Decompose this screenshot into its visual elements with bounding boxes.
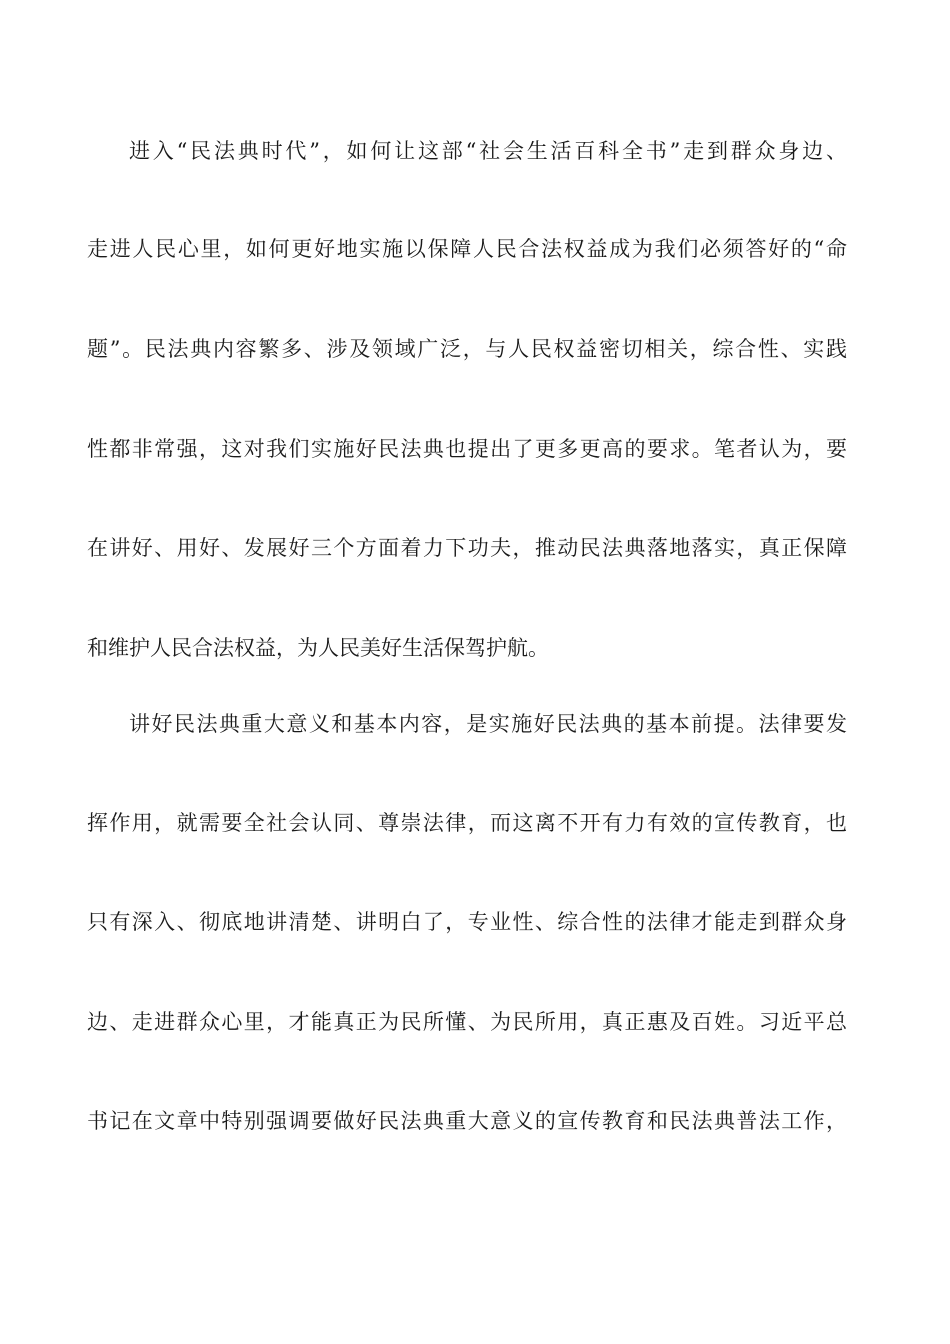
paragraph-line: 性都非常强，这对我们实施好民法典也提出了更多更高的要求。笔者认为，要: [87, 437, 847, 461]
paragraph-line: 只有深入、彻底地讲清楚、讲明白了，专业性、综合性的法律才能走到群众身: [87, 910, 847, 934]
paragraph-line: 和维护人民合法权益，为人民美好生活保驾护航。: [87, 636, 549, 660]
paragraph-line: 进入“民法典时代”，如何让这部“社会生活百科全书”走到群众身边、: [129, 139, 847, 163]
paragraph-line: 书记在文章中特别强调要做好民法典重大意义的宣传教育和民法典普法工作，: [87, 1109, 847, 1133]
paragraph-line: 挥作用，就需要全社会认同、尊崇法律，而这离不开有力有效的宣传教育，也: [87, 811, 847, 835]
paragraph-line: 讲好民法典重大意义和基本内容，是实施好民法典的基本前提。法律要发: [129, 712, 847, 736]
paragraph-line: 边、走进群众心里，才能真正为民所懂、为民所用，真正惠及百姓。习近平总: [87, 1010, 847, 1034]
paragraph-line: 题”。民法典内容繁多、涉及领域广泛，与人民权益密切相关，综合性、实践: [87, 337, 847, 361]
paragraph-line: 走进人民心里，如何更好地实施以保障人民合法权益成为我们必须答好的“命: [87, 237, 847, 261]
paragraph-line: 在讲好、用好、发展好三个方面着力下功夫，推动民法典落地落实，真正保障: [87, 536, 847, 560]
